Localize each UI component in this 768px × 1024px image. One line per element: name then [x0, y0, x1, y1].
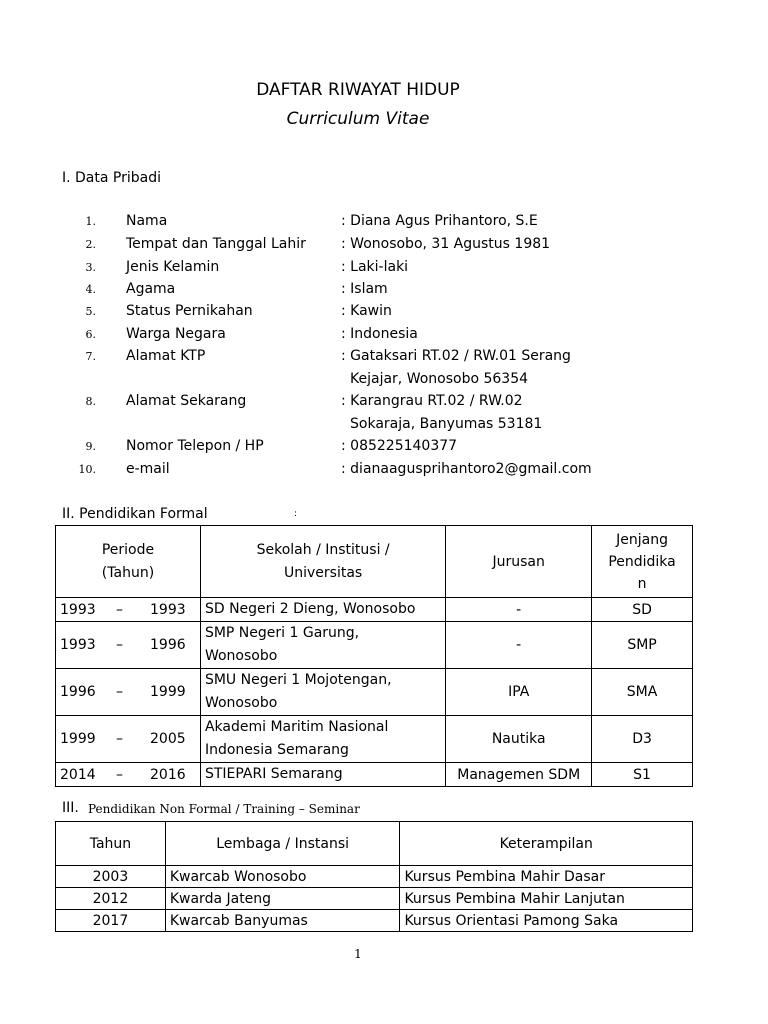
cell-jurusan: Nautika [446, 716, 592, 763]
list-item-number: 4. [85, 283, 96, 296]
period-from: 1993 [60, 601, 96, 618]
list-item-number: 2. [85, 238, 96, 251]
cell-lembaga: Kwarcab Banyumas [165, 910, 400, 932]
training-table [55, 821, 693, 932]
cell-sekolah [200, 716, 445, 763]
school-line1: SMP Negeri 1 Garung, [204, 625, 360, 641]
cell-periode [56, 622, 201, 669]
header-jenjang-line3: n [637, 575, 647, 592]
cell-periode [56, 598, 201, 622]
header-lembaga: Lembaga / Instansi [165, 822, 400, 866]
school-line2: Wonosobo [204, 648, 278, 664]
list-item-value: : Islam [341, 281, 388, 297]
period-from: 1999 [60, 731, 96, 747]
list-item-number: 10. [78, 463, 96, 476]
cell-periode [56, 716, 201, 763]
list-item-label: Tempat dan Tanggal Lahir [126, 236, 306, 252]
cell-lembaga: Kwarda Jateng [165, 888, 400, 910]
cell-tahun: 2003 [56, 866, 166, 888]
list-item-value-continued: Sokaraja, Banyumas 53181 [350, 416, 543, 432]
cell-periode [56, 669, 201, 716]
cell-keterampilan: Kursus Pembina Mahir Lanjutan [400, 888, 693, 910]
school-line2: Indonesia Semarang [204, 742, 349, 758]
table-header-row [56, 526, 693, 598]
list-item-value: : Diana Agus Prihantoro, S.E [341, 213, 538, 229]
list-item-number: 9. [85, 440, 96, 453]
header-jurusan: Jurusan [446, 526, 592, 598]
list-item-value: : Kawin [341, 303, 392, 319]
cell-jurusan: - [446, 598, 592, 622]
training-header-row [56, 822, 693, 866]
list-item-label: e-mail [126, 461, 170, 477]
header-sekolah-line1: Sekolah / Institusi / [256, 541, 390, 558]
list-item-value: : Gataksari RT.02 / RW.01 Serang [341, 348, 571, 364]
list-item-value: : 085225140377 [341, 438, 458, 454]
header-periode-line1: Periode [101, 541, 155, 558]
period-to: 2005 [150, 731, 186, 747]
cell-jenjang: SMA [592, 669, 693, 716]
list-item-label: Alamat KTP [126, 348, 206, 364]
list-item-value-continued: Kejajar, Wonosobo 56354 [350, 371, 529, 387]
table-row [56, 763, 693, 787]
list-item-label: Jenis Kelamin [126, 259, 220, 275]
page-number: 1 [354, 947, 362, 961]
header-keterampilan: Keterampilan [400, 822, 693, 866]
document-title: DAFTAR RIWAYAT HIDUP [256, 80, 460, 100]
header-periode-line2: (Tahun) [101, 564, 155, 581]
table-row [56, 866, 693, 888]
header-periode [56, 526, 201, 598]
cell-jenjang: S1 [592, 763, 693, 787]
cell-jenjang: SMP [592, 622, 693, 669]
school-line1: Akademi Maritim Nasional [204, 719, 389, 735]
period-dash: – [116, 731, 123, 747]
document-subtitle: Curriculum Vitae [286, 109, 430, 129]
list-item-number: 6. [85, 328, 96, 341]
list-item-label: Warga Negara [126, 326, 226, 342]
table-row [56, 598, 693, 622]
header-sekolah [200, 526, 445, 598]
cell-keterampilan: Kursus Orientasi Pamong Saka [400, 910, 693, 932]
list-item-value: : Laki-laki [341, 259, 409, 275]
list-item-value: : dianaagusprihantoro2@gmail.com [341, 461, 592, 477]
cell-sekolah [200, 763, 445, 787]
period-dash: – [116, 766, 123, 783]
list-item-label: Status Pernikahan [126, 303, 253, 319]
cell-lembaga: Kwarcab Wonosobo [165, 866, 400, 888]
school-line1: SD Negeri 2 Dieng, Wonosobo [204, 601, 416, 617]
cell-tahun: 2017 [56, 910, 166, 932]
table-row [56, 669, 693, 716]
section-heading-non-formal: Pendidikan Non Formal / Training – Seminar [88, 802, 360, 816]
period-from: 1993 [60, 637, 96, 653]
table-row [56, 888, 693, 910]
section-heading-pendidikan-formal: II. Pendidikan Formal [62, 506, 208, 522]
stray-colon: : [294, 509, 298, 519]
list-item-number: 7. [85, 350, 96, 363]
period-from: 2014 [60, 766, 96, 783]
list-item-number: 8. [85, 395, 96, 408]
list-item-number: 1. [85, 215, 96, 228]
period-dash: – [116, 684, 123, 700]
cell-keterampilan: Kursus Pembina Mahir Dasar [400, 866, 693, 888]
section-heading-data-pribadi: I. Data Pribadi [62, 170, 161, 186]
header-jenjang-line1: Jenjang [616, 531, 668, 548]
header-jenjang-line2: Pendidika [608, 553, 676, 570]
school-line1: SMU Negeri 1 Mojotengan, [204, 672, 392, 688]
cell-jurusan: Managemen SDM [446, 763, 592, 787]
period-to: 1999 [150, 684, 186, 700]
list-item-label: Nomor Telepon / HP [126, 438, 264, 454]
table-row [56, 910, 693, 932]
list-item-label: Agama [126, 281, 176, 297]
section-numeral-iii: III. [62, 800, 79, 816]
list-item-label: Alamat Sekarang [126, 393, 247, 409]
cell-tahun: 2012 [56, 888, 166, 910]
cell-jenjang: SD [592, 598, 693, 622]
period-from: 1996 [60, 684, 96, 700]
header-jenjang [592, 526, 693, 598]
cell-jurusan: IPA [446, 669, 592, 716]
formal-education-table [55, 525, 693, 787]
period-to: 1996 [150, 637, 186, 653]
list-item-label: Nama [126, 213, 168, 229]
period-dash: – [116, 601, 123, 618]
cell-sekolah [200, 669, 445, 716]
table-row [56, 716, 693, 763]
list-item-value: : Karangrau RT.02 / RW.02 [341, 393, 523, 409]
school-line2: Wonosobo [204, 695, 278, 711]
cell-jenjang: D3 [592, 716, 693, 763]
cell-sekolah [200, 598, 445, 622]
school-line1: STIEPARI Semarang [204, 766, 343, 782]
list-item-number: 3. [85, 261, 96, 274]
period-to: 1993 [150, 601, 186, 618]
header-tahun: Tahun [56, 822, 166, 866]
cell-sekolah [200, 622, 445, 669]
table-row [56, 622, 693, 669]
period-dash: – [116, 637, 123, 653]
list-item-value: : Wonosobo, 31 Agustus 1981 [341, 236, 551, 252]
header-sekolah-line2: Universitas [284, 564, 363, 581]
list-item-number: 5. [85, 305, 96, 318]
period-to: 2016 [150, 766, 186, 783]
cell-periode [56, 763, 201, 787]
cell-jurusan: - [446, 622, 592, 669]
list-item-value: : Indonesia [341, 326, 418, 342]
